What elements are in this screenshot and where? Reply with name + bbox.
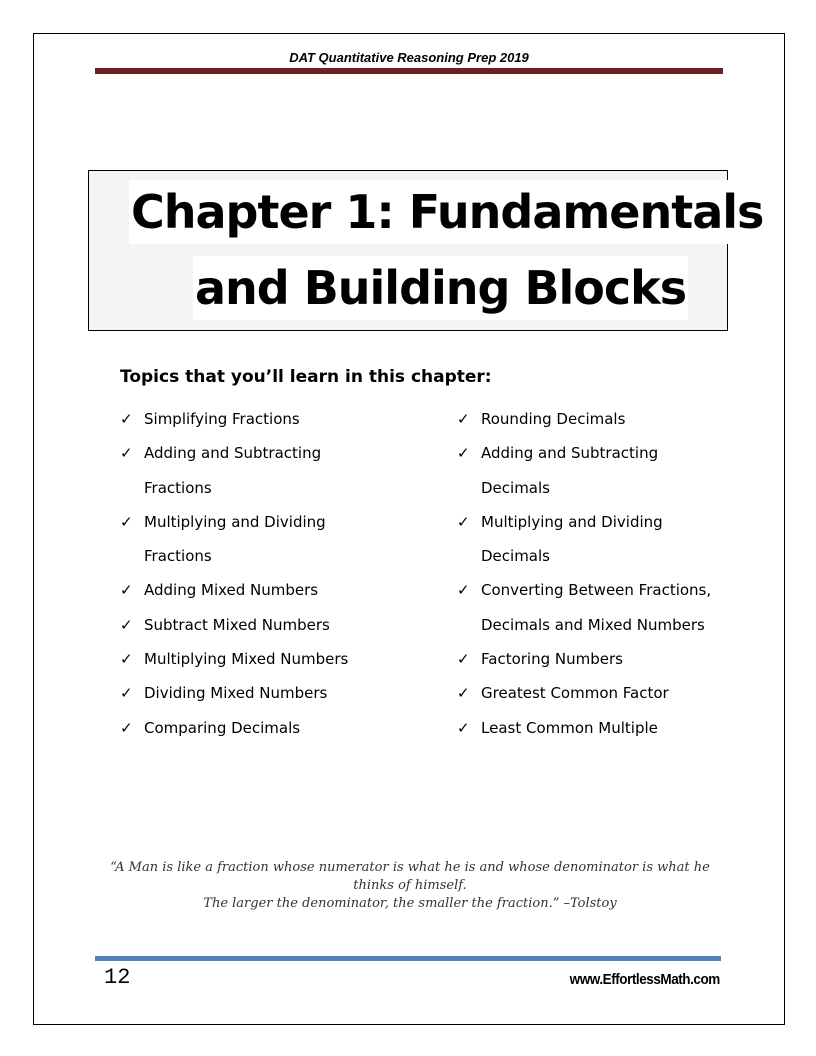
check-icon: ✓ [457, 684, 470, 703]
topic-item-text: Adding and Subtracting [144, 444, 322, 463]
topic-item [120, 402, 348, 436]
topic-item-text: Rounding Decimals [481, 410, 626, 428]
website-link[interactable]: www.EffortlessMath.com [569, 971, 720, 988]
topic-item-text: Dividing Mixed Numbers [144, 684, 328, 703]
topic-item [120, 711, 348, 745]
check-icon: ✓ [120, 650, 133, 669]
topic-item-text: Multiplying and Dividing [481, 512, 663, 531]
topic-item-text: Comparing Decimals [144, 718, 301, 737]
topics-heading: Topics that you’ll learn in this chapter: [120, 367, 492, 387]
topic-item-text: Adding and Subtracting [481, 444, 659, 463]
quote-line-1: “A Man is like a fraction whose numerator is what he is and whose denominator is what he thinks of himself. [110, 860, 710, 893]
check-icon: ✓ [457, 718, 470, 737]
topic-item-text: Decimals and Mixed Numbers [481, 615, 705, 634]
tolstoy-quote [90, 859, 730, 913]
check-icon: ✓ [120, 444, 133, 463]
footer-rule [95, 956, 721, 961]
topic-item-text: Multiplying and Dividing [144, 512, 326, 531]
check-icon: ✓ [120, 718, 133, 737]
topic-item-text: Adding Mixed Numbers [144, 581, 319, 600]
check-icon: ✓ [120, 581, 133, 600]
topic-item-text: Decimals [481, 478, 550, 497]
topic-item [457, 436, 711, 505]
topic-item-text: Decimals [481, 547, 550, 566]
topic-item-text: Greatest Common Factor [481, 684, 669, 703]
topics-list-left [120, 402, 348, 745]
topic-item [457, 402, 711, 436]
quote-line-2: The larger the denominator, the smaller the fraction.” –Tolstoy [203, 896, 617, 911]
topic-item-text: Simplifying Fractions [144, 410, 300, 428]
topic-item-text: Fractions [144, 478, 212, 497]
check-icon: ✓ [120, 410, 133, 428]
topic-item [120, 505, 348, 574]
topic-item [120, 436, 348, 505]
topic-item-text: Least Common Multiple [481, 718, 658, 737]
page-number: 12 [104, 965, 131, 990]
topic-item [120, 573, 348, 607]
topic-item [457, 676, 711, 710]
topic-item-text: Multiplying Mixed Numbers [144, 650, 349, 669]
check-icon: ✓ [120, 684, 133, 703]
check-icon: ✓ [457, 512, 470, 531]
chapter-title-line-2: and Building Blocks [193, 256, 688, 320]
header-rule [95, 68, 723, 74]
running-header: DAT Quantitative Reasoning Prep 2019 [289, 50, 529, 65]
topics-list-right [457, 402, 711, 745]
topic-item-text: Subtract Mixed Numbers [144, 615, 330, 634]
topic-item [120, 676, 348, 710]
check-icon: ✓ [457, 444, 470, 463]
check-icon: ✓ [457, 581, 470, 600]
topic-item [457, 505, 711, 574]
check-icon: ✓ [120, 512, 133, 531]
topic-item [457, 642, 711, 676]
check-icon: ✓ [120, 615, 133, 634]
check-icon: ✓ [457, 650, 470, 669]
topic-item [120, 642, 348, 676]
check-icon: ✓ [457, 410, 470, 428]
topic-item [457, 573, 711, 642]
chapter-title-line-1: Chapter 1: Fundamentals [129, 180, 765, 244]
topic-item [457, 711, 711, 745]
topic-item [120, 608, 348, 642]
topic-item-text: Converting Between Fractions, [481, 581, 712, 600]
topic-item-text: Factoring Numbers [481, 650, 623, 669]
topic-item-text: Fractions [144, 547, 212, 566]
chapter-title-box [88, 170, 764, 331]
